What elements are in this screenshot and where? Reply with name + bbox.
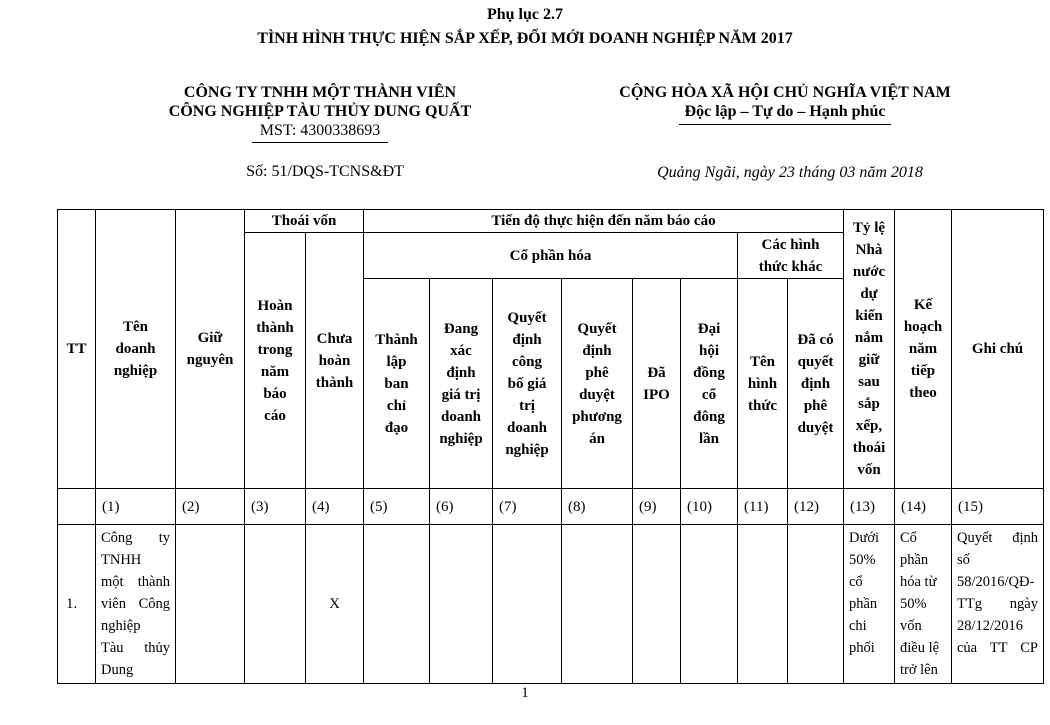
col-not-completed: Chưa hoàn thành [306, 233, 364, 489]
group-divestment: Thoái vốn [245, 210, 364, 233]
appendix-label: Phụ lục 2.7 [486, 6, 563, 23]
nation-name: CỘNG HÒA XÃ HỘI CHỦ NGHĨA VIỆT NAM [619, 84, 951, 101]
document-title: TÌNH HÌNH THỰC HIỆN SẮP XẾP, ĐỔI MỚI DOANH NGHIỆP NĂM 2017 [257, 30, 793, 47]
col-ipo: Đã IPO [633, 279, 681, 489]
row-next-year-plan: Cổ phần hóa từ 50% vốn điều lệ trở lên [895, 525, 952, 684]
col-notes: Ghi chú [952, 210, 1044, 489]
col-completed: Hoàn thành trong năm báo cáo [245, 233, 306, 489]
col-value-announcement: Quyết định công bố giá trị doanh nghiệp [493, 279, 562, 489]
group-progress: Tiến độ thực hiện đến năm báo cáo [364, 210, 844, 233]
row-notes: Quyết định số 58/2016/QĐ- TTg ngày 28/12/2016 của TT CP [952, 525, 1044, 684]
date-line: Quảng Ngãi, ngày 23 tháng 03 năm 2018 [657, 164, 923, 181]
col-retain: Giữ nguyên [176, 210, 245, 489]
colnum-15: (15) [952, 489, 1044, 525]
col-enterprise-name: Tên doanh nghiệp [96, 210, 176, 489]
colnum-11: (11) [738, 489, 788, 525]
report-table [57, 209, 1044, 684]
col-first-agm: Đại hội đồng cổ đông lần [681, 279, 738, 489]
colnum-7: (7) [493, 489, 562, 525]
colnum-1: (1) [96, 489, 176, 525]
page-number: 1 [521, 685, 529, 701]
document-number: Số: 51/DQS-TCNS&ĐT [246, 163, 404, 180]
nation-motto: Độc lập – Tự do – Hạnh phúc [679, 102, 892, 125]
col-state-ratio: Tỷ lệ Nhà nước dự kiến nắm giữ sau sắp xếp, thoái vốn [844, 210, 895, 489]
group-equitization: Cổ phần hóa [364, 233, 738, 279]
colnum-5: (5) [364, 489, 430, 525]
col-plan-approval: Quyết định phê duyệt phương án [562, 279, 633, 489]
company-name-line2: CÔNG NGHIỆP TÀU THỦY DUNG QUẤT [168, 103, 472, 120]
colnum-13: (13) [844, 489, 895, 525]
colnum-6: (6) [430, 489, 493, 525]
colnum-2: (2) [176, 489, 245, 525]
colnum-14: (14) [895, 489, 952, 525]
column-number-row [58, 489, 1044, 525]
table-row [58, 525, 1044, 684]
col-steering-committee: Thành lập ban chỉ đạo [364, 279, 430, 489]
tax-code: MST: 4300338693 [252, 121, 389, 143]
company-name-line1: CÔNG TY TNHH MỘT THÀNH VIÊN [183, 84, 457, 101]
company-block [140, 83, 500, 143]
col-approval-decision: Đã có quyết định phê duyệt [788, 279, 844, 489]
colnum-9: (9) [633, 489, 681, 525]
row-enterprise-name: Công ty TNHH một thành viên Công nghiệp Tàu thủy Dung [96, 525, 176, 684]
row-tt: 1. [58, 525, 96, 684]
col-tt: TT [58, 210, 96, 489]
group-other-forms: Các hình thức khác [738, 233, 844, 279]
colnum-12: (12) [788, 489, 844, 525]
col-form-name: Tên hình thức [738, 279, 788, 489]
row-state-ratio: Dưới 50% cổ phần chi phối [844, 525, 895, 684]
colnum-3: (3) [245, 489, 306, 525]
colnum-8: (8) [562, 489, 633, 525]
row-not-completed-mark: X [306, 525, 364, 684]
col-next-year-plan: Kế hoạch năm tiếp theo [895, 210, 952, 489]
nation-block [590, 83, 980, 125]
col-valuation: Đang xác định giá trị doanh nghiệp [430, 279, 493, 489]
colnum-10: (10) [681, 489, 738, 525]
colnum-4: (4) [306, 489, 364, 525]
